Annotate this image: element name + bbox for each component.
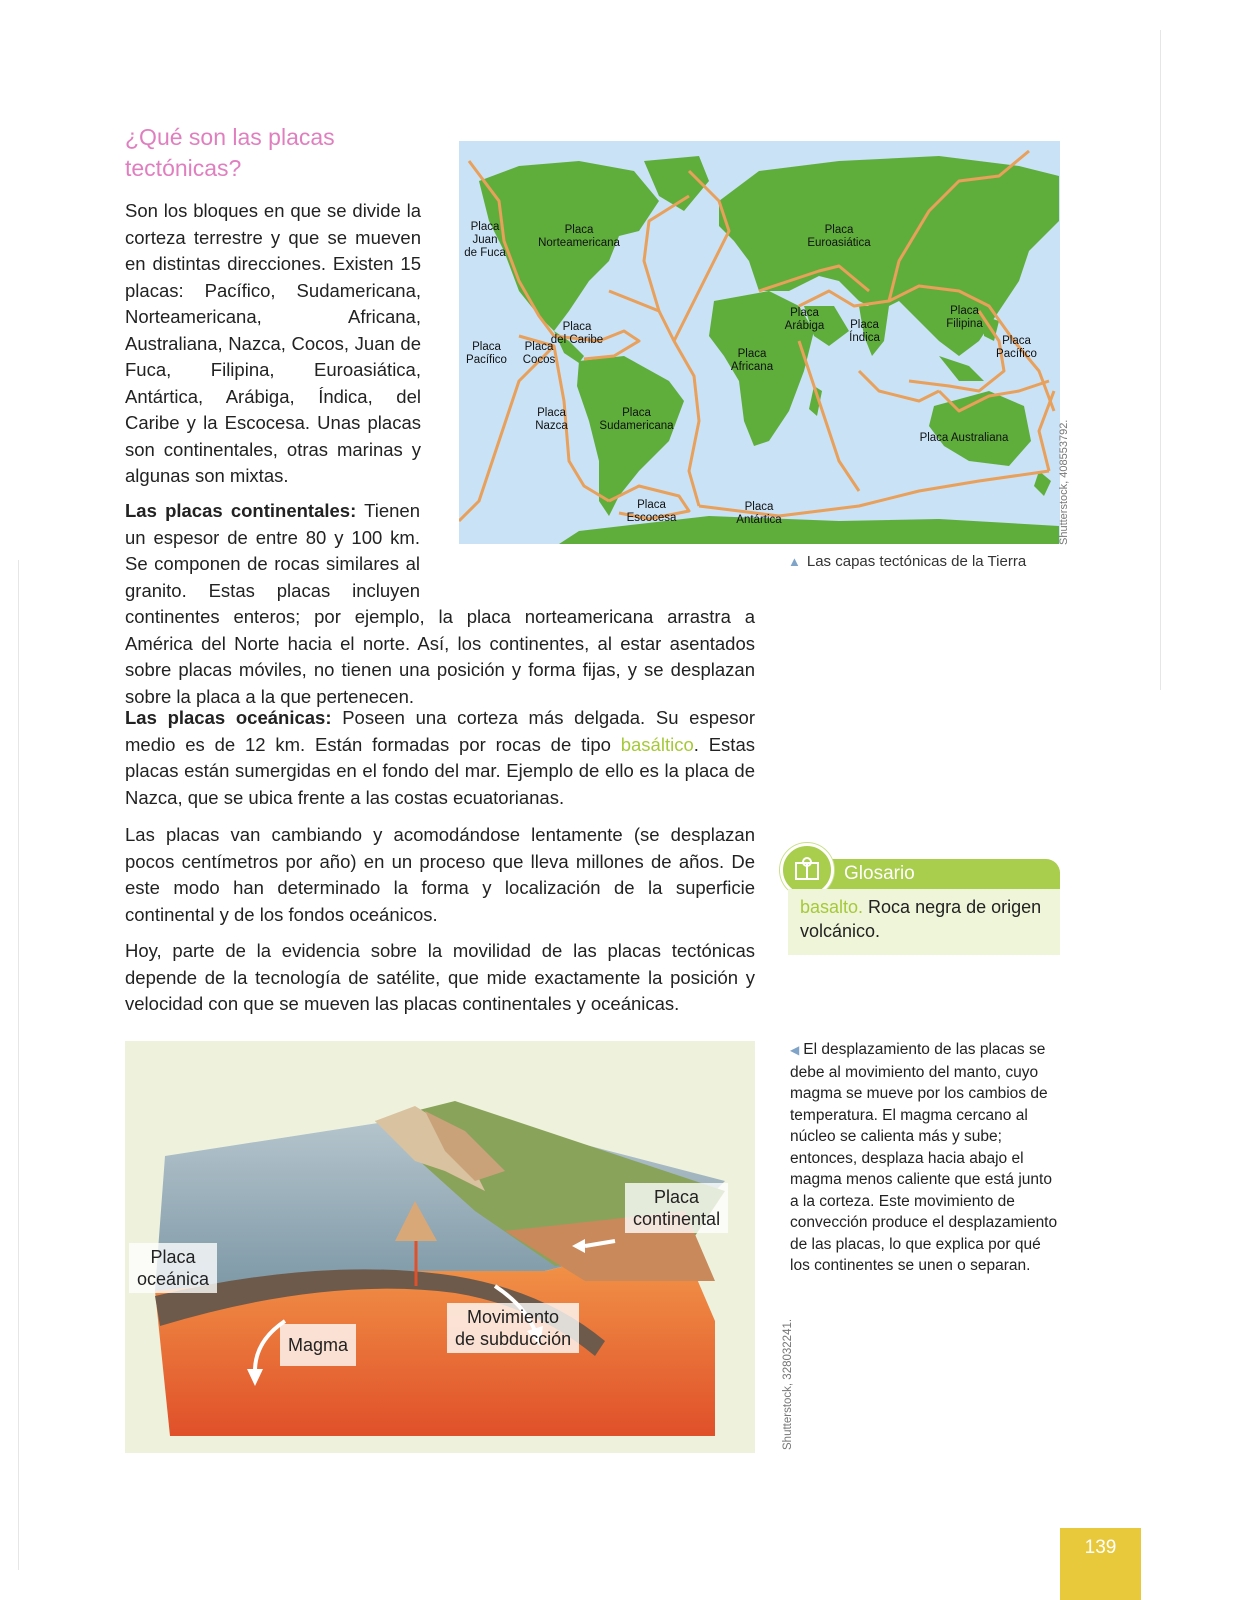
glossary-body	[788, 889, 1060, 955]
map-caption	[788, 553, 1026, 570]
map-label-pacifico-east: Placa Pacífico	[996, 335, 1037, 360]
page-edge-line	[1160, 30, 1161, 690]
map-caption-text: Las capas tectónicas de la Tierra	[806, 553, 1027, 570]
diagram-caption	[790, 1039, 1060, 1277]
diagram-caption-text: El desplazamiento de las placas se debe al movimiento del manto, cuyo magma se mueve por los cambios de temperatura. El magma cercano al núcleo se calienta más y sube; entonces, desplaza hacia abajo el magma menos caliente que está junto a la corteza. Este movimiento de convección produce el desplazamiento de las placas, lo que explica por qué los continentes se unen o separan.	[790, 1041, 1058, 1274]
subduction-block-diagram	[125, 1041, 755, 1453]
map-label-australiana: Placa Australiana	[919, 432, 1009, 444]
oceanic-heading: Las placas oceánicas:	[125, 707, 332, 728]
tectonic-plates-map	[459, 141, 1060, 544]
map-photo-credit: Shutterstock, 408553792.	[1058, 419, 1070, 545]
diagram-label-magma: Magma	[280, 1324, 356, 1366]
map-label-arabiga: Placa Arábiga	[784, 307, 825, 332]
subduction-illustration	[125, 1041, 755, 1453]
oceanic-paragraph	[125, 705, 755, 811]
section-title: ¿Qué son las placas tectónicas?	[125, 124, 335, 181]
glossary-title: Glosario	[844, 863, 915, 884]
map-label-pacifico-west: Placa Pacífico	[466, 341, 507, 366]
diagram-label-placa-oceanica: Placa oceánica	[129, 1243, 217, 1293]
page-number-box	[1060, 1528, 1141, 1600]
map-label-caribe: Placa del Caribe	[550, 321, 604, 346]
continental-paragraph	[125, 498, 755, 710]
continental-text: Tienen un espesor de entre 80 y 100 km. Se componen de rocas similares al granito. Estas placas incluyen continentes enteros; por ejemplo, la placa norteamericana arrastra a América del Norte hacia el norte. Así, los continentes, al estar asentados sobre placas móviles, no tienen una posición y forma fijas, y se desplazan sobre la placa a la que pertenecen.	[125, 500, 755, 707]
glossary-definition: Roca negra de origen volcánico.	[800, 897, 1042, 941]
map-label-euroasiatica: Placa Euroasiática	[807, 224, 871, 249]
movement-paragraph: Las placas van cambiando y acomodándose lentamente (se desplazan pocos centímetros por año) en un proceso que lleva millones de años. De este modo han determinado la forma y localización de la superficie continental y de los fondos oceánicos.	[125, 824, 755, 925]
oceanic-text-before: Poseen una corteza más delgada. Su espesor medio es de 12 km. Están formadas por rocas de tipo	[125, 707, 755, 755]
glossary-box	[788, 859, 1060, 955]
map-label-antartica: Placa Antártica	[736, 501, 782, 526]
diagram-photo-credit: Shutterstock, 328032241.	[782, 1318, 794, 1450]
diagram-label-subduccion: Movimiento de subducción	[447, 1303, 579, 1353]
intro-paragraph: Son los bloques en que se divide la corteza terrestre y que se mueven en distintas direcciones. Existen 15 placas: Pacífico, Sudamericana, Norteamericana, Africana, Australiana, Nazca, Cocos, Juan de Fuca, Filipina, Euroasiática, Antártica, Arábiga, Índica, del Caribe y la Escocesa. Unas placas son continentales, otras marinas y algunas son mixtas.	[125, 200, 421, 486]
map-label-juan-de-fuca: Placa Juan de Fuca	[464, 221, 506, 259]
map-label-escocesa: Placa Escocesa	[626, 499, 677, 524]
diagram-label-placa-continental: Placa continental	[625, 1183, 728, 1233]
map-label-nazca: Placa Nazca	[535, 407, 568, 432]
glossary-term: basalto.	[800, 897, 864, 917]
map-label-norteamericana: Placa Norteamericana	[538, 224, 620, 249]
map-label-filipina: Placa Filipina	[946, 305, 983, 330]
basaltico-glossary-link[interactable]: basáltico	[620, 733, 694, 755]
map-label-sudamericana: Placa Sudamericana	[599, 407, 674, 432]
map-label-africana: Placa Africana	[730, 348, 774, 373]
today-paragraph: Hoy, parte de la evidencia sobre la movilidad de las placas tectónicas depende de la tecnología de satélite, que mide exactamente la posición y velocidad con que se mueven las placas continentales y oceánicas.	[125, 940, 755, 1014]
triangle-left-icon: ◀	[790, 1043, 800, 1057]
triangle-up-icon: ▲	[788, 554, 801, 569]
oceanic-text-after: . Estas placas están sumergidas en el fondo del mar. Ejemplo de ello es la placa de Nazca, que se ubica frente a las costas ecuatorianas.	[125, 733, 755, 808]
map-label-indica: Placa Índica	[849, 319, 880, 344]
continental-heading: Las placas continentales:	[125, 500, 357, 521]
map-label-cocos: Placa Cocos	[522, 341, 556, 366]
page-number: 139	[1084, 1537, 1117, 1558]
page-edge-line	[18, 560, 19, 1570]
